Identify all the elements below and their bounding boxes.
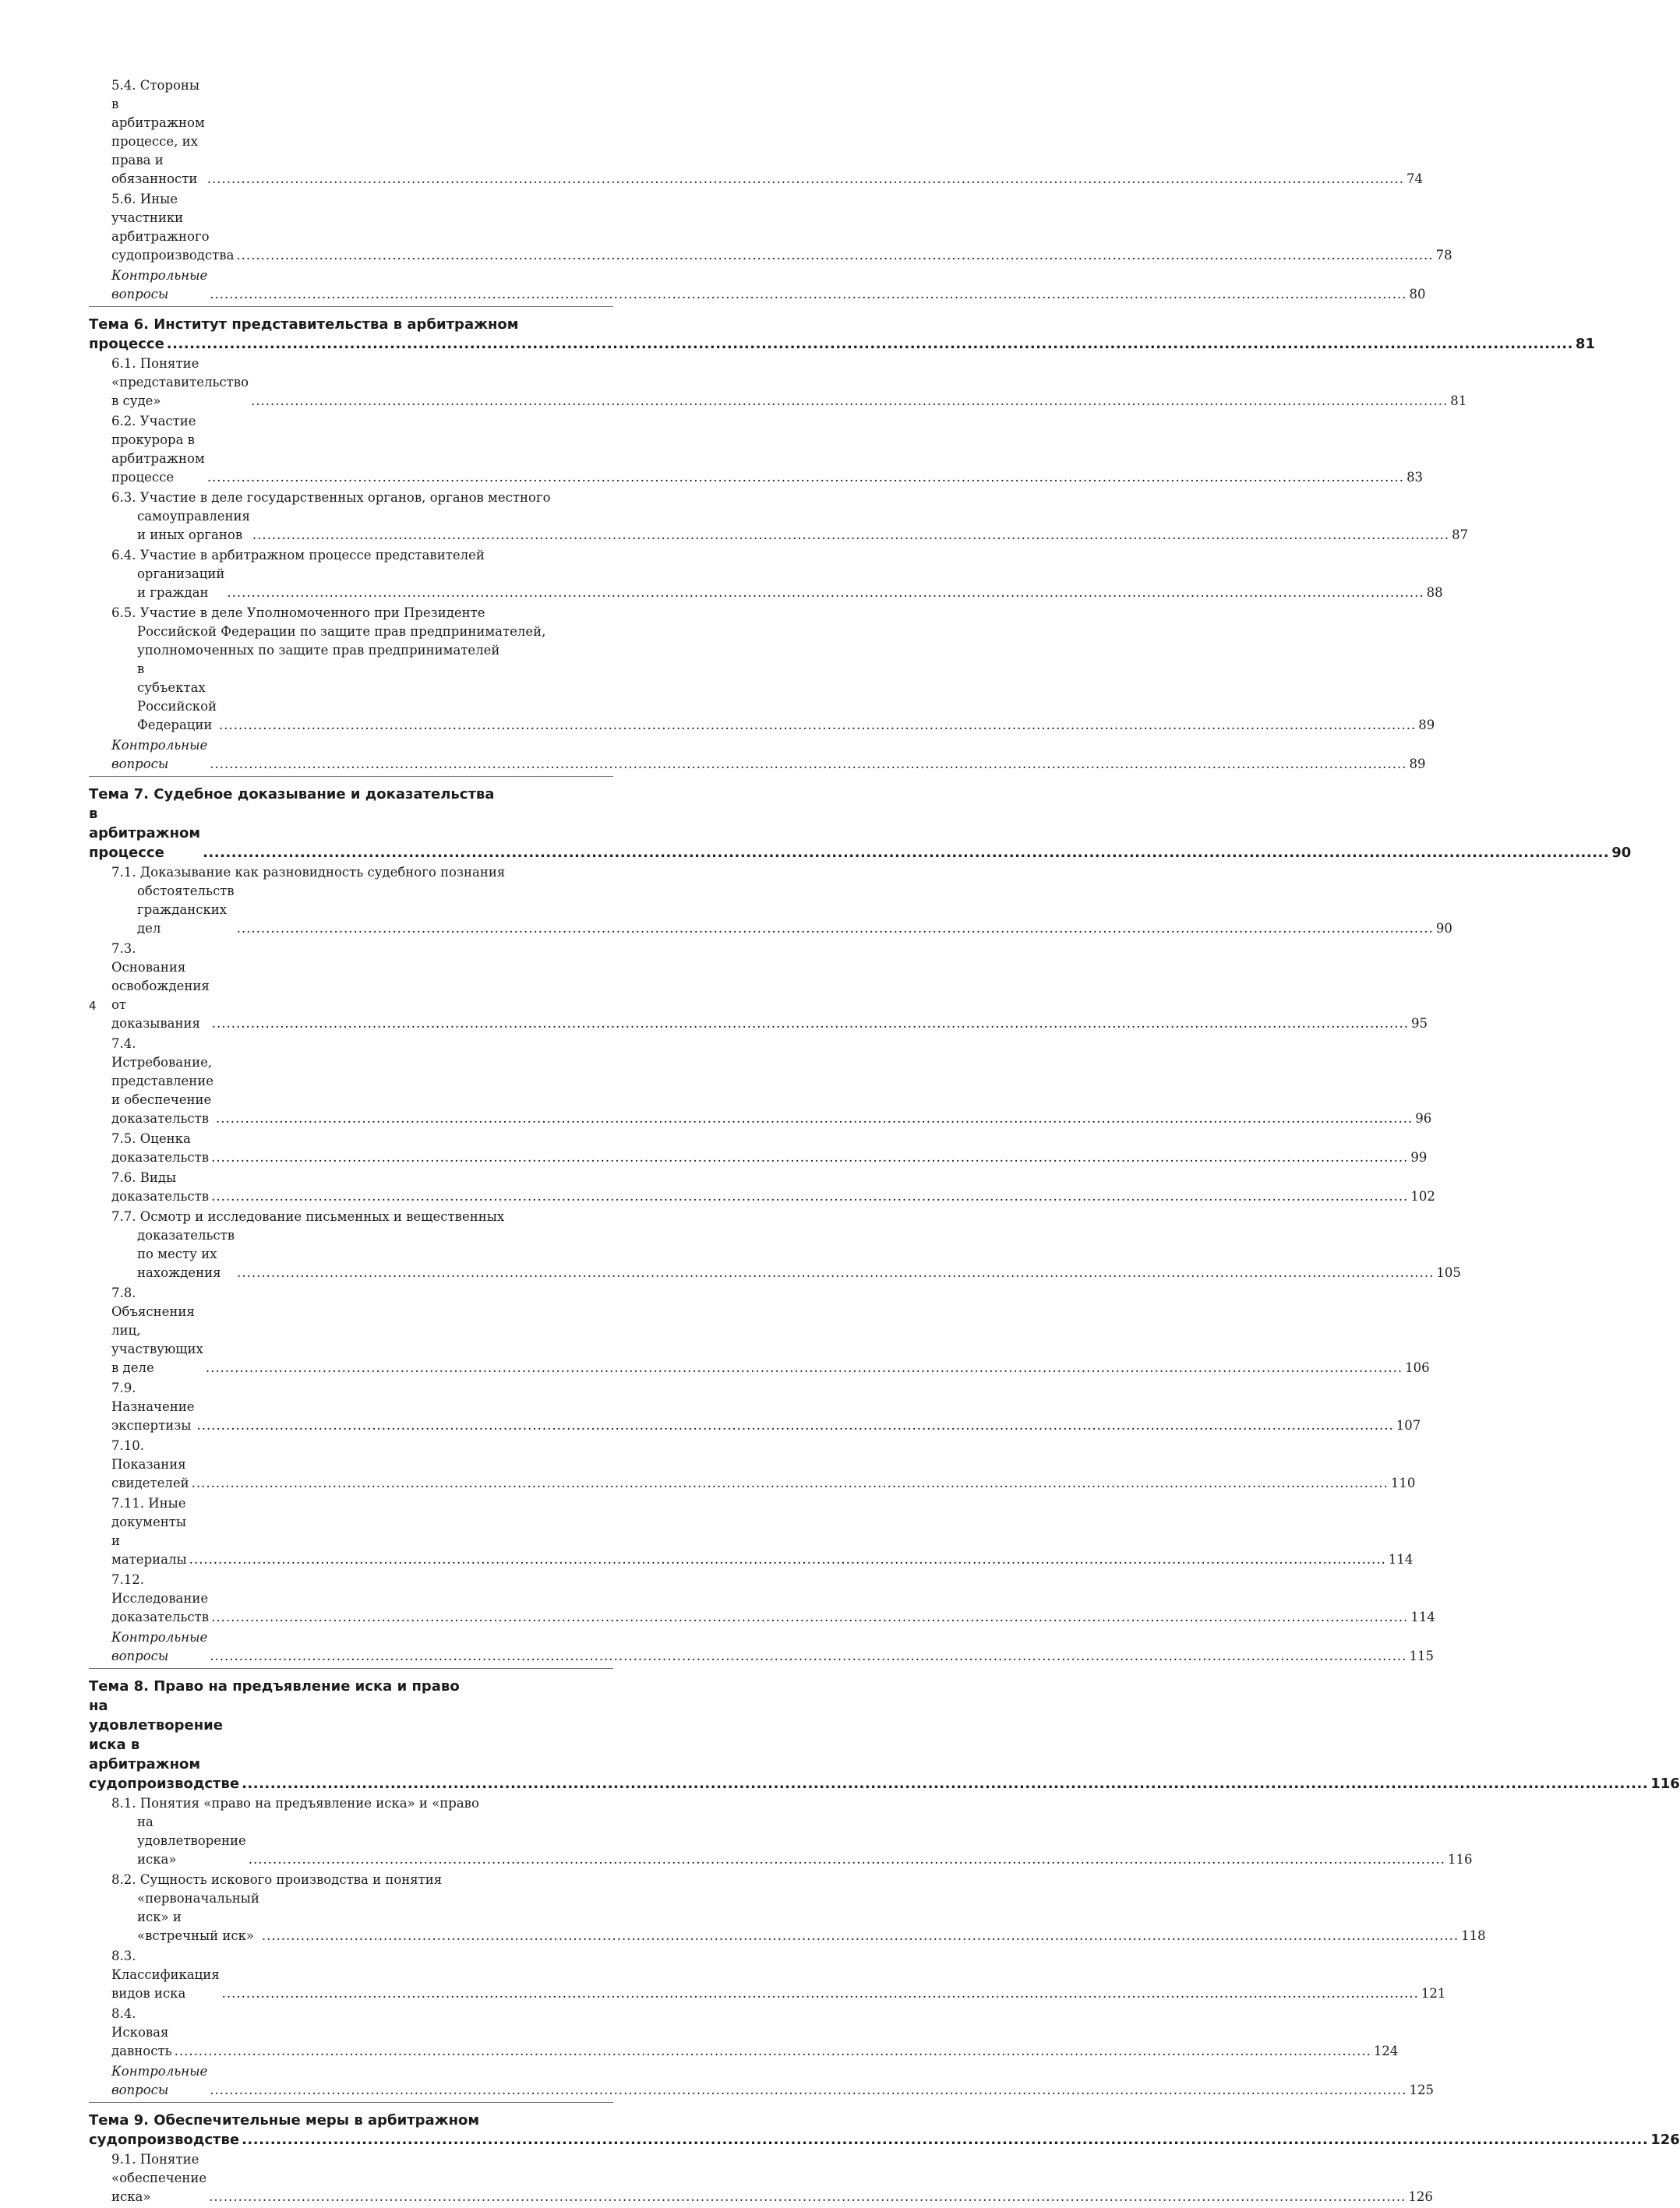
toc-entry-label: 8.1. Понятия «право на предъявление иска» и «право — [111, 1796, 479, 1811]
toc-page-number: 83 — [1406, 470, 1424, 485]
toc-entry-label: 7.7. Осмотр и исследование письменных и вещественных — [111, 1209, 505, 1224]
toc-page-number: 114 — [1388, 1552, 1414, 1567]
toc-entry-label: 6.3. Участие в деле государственных органов, органов местного — [111, 490, 551, 505]
toc-leader-dots — [237, 919, 1434, 938]
toc-leader-dots — [189, 1550, 1386, 1569]
toc-leader-dots — [203, 843, 1609, 862]
divider — [89, 306, 613, 307]
toc-entry-label: на удовлетворение иска» — [137, 1815, 246, 1867]
toc-page-number: 78 — [1435, 248, 1452, 263]
toc-leader-dots — [210, 1647, 1406, 1666]
toc-page-number: 99 — [1410, 1150, 1428, 1165]
toc-entry-label: Контрольные вопросы — [111, 1630, 208, 1663]
table-of-contents — [89, 76, 1680, 2208]
toc-page-number: 80 — [1409, 287, 1426, 302]
toc-topic-last-line — [89, 1696, 1680, 1794]
toc-entry-label: 7.9. Назначение экспертизы — [111, 1381, 195, 1433]
toc-entry-line — [111, 1871, 613, 1889]
toc-leader-dots — [211, 1608, 1408, 1627]
toc-leader-dots — [197, 1416, 1394, 1435]
toc-leader-dots — [251, 392, 1448, 411]
toc-page-number: 90 — [1435, 921, 1452, 936]
toc-leader-dots — [207, 170, 1404, 189]
toc-entry-7-10 — [111, 1437, 1416, 1493]
toc-topic-title-line: в арбитражном процессе — [89, 806, 201, 861]
toc-entry-label: 8.4. Исковая давность — [111, 2006, 172, 2058]
toc-entry-label: 6.1. Понятие «представительство в суде» — [111, 356, 249, 408]
toc-entry-line — [111, 1226, 1461, 1282]
toc-topic-last-line — [89, 804, 1632, 862]
toc-entry-line — [111, 565, 1443, 602]
divider — [89, 2102, 613, 2103]
toc-page-number: 88 — [1426, 585, 1443, 600]
toc-leader-dots — [207, 468, 1404, 487]
toc-entry-6-4 — [111, 546, 1443, 602]
toc-entry-8-1 — [111, 1794, 1473, 1869]
toc-entry-label: 5.6. Иные участники арбитражного судопроизводства — [111, 192, 235, 263]
toc-page-number: 102 — [1410, 1189, 1435, 1204]
toc-entry-line — [111, 623, 613, 641]
divider — [89, 1668, 613, 1669]
toc-page-number: 105 — [1436, 1265, 1461, 1280]
toc-entry-line — [111, 660, 1435, 735]
toc-entry-label: 7.1. Доказывание как разновидность судебного познания — [111, 865, 506, 880]
toc-entry-5-4 — [111, 76, 1424, 189]
toc-page-number: 121 — [1421, 1986, 1446, 2001]
toc-leader-dots — [242, 2130, 1648, 2150]
toc-entry-line — [111, 507, 1469, 545]
toc-entry-line — [111, 489, 613, 507]
toc-entry-label: 7.4. Истребование, представление и обеспечение доказательств — [111, 1036, 214, 1126]
toc-entry-8-2 — [111, 1871, 1486, 1945]
toc-topic-title-line: Тема 9. Обеспечительные меры в арбитражном — [89, 2112, 480, 2129]
toc-entry-label: в субъектах Российской Федерации — [137, 661, 217, 732]
toc-entry-label: 6.2. Участие прокурора в арбитражном процессе — [111, 414, 205, 485]
toc-entry-5-6 — [111, 190, 1452, 265]
toc-entry-label: организаций и граждан — [137, 566, 225, 600]
toc-entry-label: 7.6. Виды доказательств — [111, 1170, 210, 1204]
toc-entry-line — [111, 863, 613, 882]
toc-control-questions-8 — [111, 2062, 1435, 2100]
toc-entry-label: «первоначальный иск» и «встречный иск» — [137, 1891, 259, 1943]
toc-leader-dots — [211, 1148, 1408, 1167]
toc-leader-dots — [210, 2081, 1406, 2100]
toc-page-number: 116 — [1448, 1852, 1473, 1867]
toc-leader-dots — [227, 584, 1424, 602]
toc-entry-line — [111, 882, 1452, 938]
toc-entry-label: доказательств по месту их нахождения — [137, 1228, 235, 1280]
toc-topic-8 — [89, 1677, 1680, 1794]
toc-entry-label: Контрольные вопросы — [111, 738, 208, 771]
toc-page-number: 81 — [1450, 393, 1467, 408]
toc-leader-dots — [219, 716, 1416, 735]
toc-leader-dots — [206, 1359, 1403, 1377]
toc-entry-label: 6.4. Участие в арбитражном процессе представителей — [111, 548, 485, 563]
toc-topic-7 — [89, 785, 1632, 862]
toc-leader-dots — [262, 1927, 1459, 1945]
toc-page-number: 125 — [1409, 2083, 1435, 2097]
toc-entry-line — [111, 604, 613, 623]
toc-page-number: 124 — [1373, 2044, 1399, 2058]
toc-page-number: 87 — [1452, 527, 1469, 542]
toc-leader-dots — [210, 755, 1406, 774]
toc-topic-title-line: на удовлетворение иска в арбитражном судопроизводстве — [89, 1698, 240, 1792]
toc-entry-8-3 — [111, 1947, 1446, 2003]
toc-entry-6-2 — [111, 412, 1424, 487]
toc-leader-dots — [167, 334, 1573, 354]
toc-leader-dots — [210, 285, 1406, 304]
toc-entry-7-1 — [111, 863, 1452, 938]
toc-topic-title-line: Тема 7. Судебное доказывание и доказательства — [89, 786, 495, 802]
toc-entry-7-12 — [111, 1571, 1435, 1627]
toc-control-questions-7 — [111, 1628, 1435, 1666]
toc-entry-7-4 — [111, 1035, 1432, 1128]
toc-entry-label: 7.8. Объяснения лиц, участвующих в деле — [111, 1286, 203, 1375]
toc-topic-title-line: Тема 6. Институт представительства в арбитражном — [89, 316, 519, 333]
toc-entry-label: Российской Федерации по защите прав предпринимателей, — [137, 624, 546, 639]
toc-leader-dots — [209, 2188, 1406, 2206]
toc-page-number: 114 — [1410, 1610, 1435, 1624]
toc-page-number: 95 — [1411, 1016, 1428, 1031]
toc-leader-dots — [192, 1474, 1389, 1493]
toc-entry-line — [111, 1208, 613, 1226]
page-number: 4 — [89, 999, 97, 1013]
toc-topic-title-line: Тема 8. Право на предъявление иска и право — [89, 1678, 460, 1695]
toc-entry-7-11 — [111, 1494, 1414, 1569]
toc-leader-dots — [211, 1187, 1408, 1206]
toc-entry-7-6 — [111, 1169, 1435, 1206]
toc-entry-8-4 — [111, 2005, 1399, 2061]
toc-entry-label: самоуправления и иных органов — [137, 509, 250, 542]
toc-entry-label: 7.12. Исследование доказательств — [111, 1572, 210, 1624]
toc-topic-title-line: процессе — [89, 336, 164, 352]
toc-topic-last-line — [89, 2130, 1680, 2150]
toc-leader-dots — [242, 1774, 1648, 1794]
divider — [89, 776, 613, 777]
toc-topic-9 — [89, 2111, 1680, 2150]
toc-entry-label: обстоятельств гражданских дел — [137, 884, 235, 936]
toc-entry-label: 5.4. Стороны в арбитражном процессе, их права и обязанности — [111, 78, 205, 186]
toc-leader-dots — [252, 526, 1449, 545]
toc-page-number: 81 — [1575, 336, 1595, 352]
toc-entry-6-5 — [111, 604, 1435, 735]
toc-page-number: 106 — [1405, 1360, 1430, 1375]
toc-entry-line — [111, 1794, 613, 1813]
toc-entry-6-1 — [111, 354, 1467, 411]
toc-entry-7-8 — [111, 1284, 1430, 1377]
toc-topic-6 — [89, 315, 1595, 354]
toc-entry-6-3 — [111, 489, 1469, 545]
toc-entry-label: 7.11. Иные документы и материалы — [111, 1496, 187, 1567]
toc-entry-line — [111, 1813, 1473, 1869]
toc-leader-dots — [237, 1264, 1434, 1282]
toc-page-number: 89 — [1418, 718, 1435, 732]
toc-topic-last-line — [89, 334, 1595, 354]
toc-entry-label: 6.5. Участие в деле Уполномоченного при Президенте — [111, 605, 485, 620]
toc-page-number: 116 — [1650, 1776, 1680, 1792]
toc-entry-label: 8.3. Классификация видов иска — [111, 1949, 220, 2001]
toc-leader-dots — [212, 1014, 1409, 1033]
toc-page-number: 126 — [1408, 2189, 1433, 2204]
toc-entry-line — [111, 1889, 1486, 1945]
toc-entry-line — [111, 641, 613, 660]
toc-page-number: 110 — [1390, 1476, 1416, 1490]
toc-entry-label: 7.5. Оценка доказательств — [111, 1131, 210, 1165]
toc-page-number: 96 — [1415, 1111, 1432, 1126]
toc-page-number: 126 — [1650, 2132, 1680, 2148]
toc-page-number: 74 — [1406, 171, 1424, 186]
toc-entry-label: 7.3. Основания освобождения от доказывания — [111, 941, 210, 1031]
toc-leader-dots — [236, 246, 1433, 265]
toc-control-questions-5 — [111, 266, 1426, 304]
toc-page-number: 90 — [1611, 845, 1632, 861]
toc-entry-label: Контрольные вопросы — [111, 268, 208, 302]
toc-page-number: 115 — [1409, 1649, 1435, 1663]
toc-leader-dots — [216, 1109, 1413, 1128]
toc-page-number: 118 — [1461, 1928, 1486, 1943]
toc-leader-dots — [222, 1984, 1419, 2003]
toc-leader-dots — [249, 1850, 1445, 1869]
toc-entry-7-3 — [111, 940, 1428, 1033]
toc-entry-label: 8.2. Сущность искового производства и понятия — [111, 1872, 443, 1887]
toc-entry-line — [111, 546, 613, 565]
toc-leader-dots — [175, 2042, 1371, 2061]
toc-entry-9-1 — [111, 2150, 1433, 2206]
toc-page-number: 89 — [1409, 757, 1426, 771]
toc-entry-label: Контрольные вопросы — [111, 2064, 208, 2097]
toc-entry-7-5 — [111, 1130, 1428, 1167]
toc-entry-7-9 — [111, 1379, 1421, 1435]
toc-entry-label: уполномоченных по защите прав предпринимателей — [137, 643, 500, 658]
toc-entry-label: 9.1. Понятие «обеспечение иска» — [111, 2152, 207, 2204]
toc-control-questions-6 — [111, 736, 1426, 774]
toc-topic-title-line: судопроизводстве — [89, 2132, 240, 2148]
toc-entry-7-7 — [111, 1208, 1461, 1282]
toc-page-number: 107 — [1396, 1418, 1421, 1433]
toc-entry-label: 7.10. Показания свидетелей — [111, 1438, 189, 1490]
